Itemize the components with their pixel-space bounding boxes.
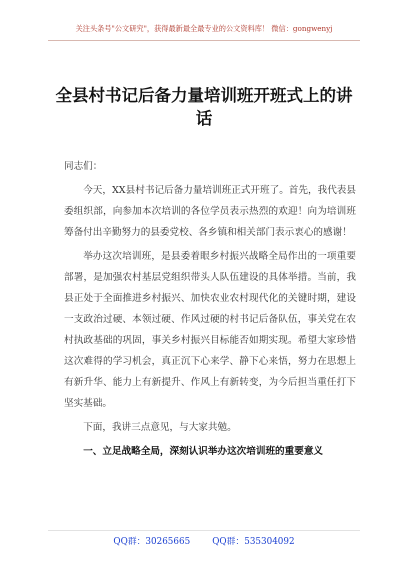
section-heading: 一、立足战略全局，深刻认识举办这次培训班的重要意义 — [83, 446, 324, 457]
footer-qq-group-left: QQ群：30265665 — [113, 537, 191, 547]
body-paragraph: 今天，XX县村书记后备力量培训班正式开班了。首先，我代表县委组织部，向参加本次培训的各位学员表示热烈的欢迎！向为培训班筹备付出辛勤努力的县委党校、各乡镇和相关部门表示衷心的感谢！ — [64, 185, 356, 238]
document-title: 全县村书记后备力量培训班开班式上的讲话 — [55, 86, 353, 128]
salutation: 同志们： — [64, 161, 103, 172]
header-banner: 关注头条号"公文研究"，获得最新最全最专业的公文资料库！ 微信：gongwenyj — [75, 24, 333, 33]
body-paragraph: 举办这次培训班，是县委着眼乡村振兴战略全局作出的一项重要部署，是加强农村基层党组织带头人队伍建设的具体举措。当前，我县正处于全面推进乡村振兴、加快农业农村现代化的关键时期，建设一支政治过硬、本领过硬、作风过硬的村书记后备队伍，事关党在农村执政基础的巩固，事关乡村振兴目标能否如期实现。希望大家珍惜这次难得的学习机会，真正沉下心来学、静下心来悟，努力在思想上有新升华、能力上有新提升、作风上有新转变，为今后担当重任打下坚实基础。 — [64, 251, 356, 409]
footer-qq-group-right: QQ群：535304092 — [212, 537, 295, 547]
body-paragraph: 下面，我讲三点意见，与大家共勉。 — [83, 422, 237, 433]
footer — [0, 534, 408, 547]
header-divider — [48, 40, 360, 41]
document-body — [64, 156, 356, 462]
footer-divider — [48, 530, 360, 531]
